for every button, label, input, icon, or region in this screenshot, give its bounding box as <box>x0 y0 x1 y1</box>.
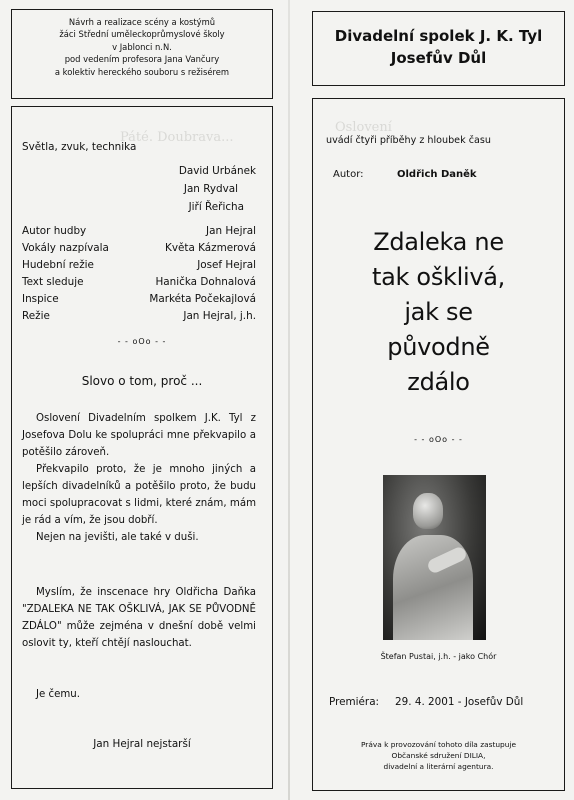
crew-row <box>12 242 272 258</box>
crew-tech-name-row <box>12 183 272 199</box>
scenery-credits-box <box>11 9 273 99</box>
play-title-line: tak ošklivá, <box>371 263 505 291</box>
credits-line: v Jablonci n.N. <box>112 41 172 52</box>
crew-name: Květa Kázmerová <box>165 242 256 254</box>
crew-role: Vokály nazpívala <box>22 242 109 254</box>
credits-line: žáci Střední uměleckoprůmyslové školy <box>59 29 225 40</box>
photo-figure-head <box>413 493 443 529</box>
essay-paragraph <box>22 529 256 546</box>
crew-tech-name-row <box>12 165 272 181</box>
crew-row <box>12 276 272 292</box>
company-title-box <box>312 11 565 86</box>
crew-tech-name-row <box>12 201 272 217</box>
crew-row <box>12 225 272 241</box>
rights-notice <box>313 739 564 772</box>
essay-paragraph <box>22 461 256 529</box>
crew-name: David Urbánek <box>178 165 256 177</box>
crew-role: Text sleduje <box>22 276 84 288</box>
essay-title: Slovo o tom, proč ... <box>81 374 203 388</box>
crew-name: Jan Hejral, j.h. <box>183 310 256 322</box>
crew-row <box>12 259 272 275</box>
crew-role: Inspice <box>22 293 59 305</box>
crew-row <box>12 293 272 309</box>
rights-line: divadelní a literární agentura. <box>383 762 494 771</box>
bleed-through-text: Oslovení <box>335 120 392 135</box>
crew-name: Hanička Dohnalová <box>155 276 256 288</box>
credits-line: a kolektiv hereckého souboru s režisérem <box>54 66 230 77</box>
play-title-line: zdálo <box>407 368 470 396</box>
rights-line: Práva k provozování tohoto díla zastupuje <box>360 740 517 749</box>
crew-name: Josef Hejral <box>197 259 256 271</box>
play-title <box>313 225 564 400</box>
company-place: Josefův Důl <box>390 49 487 67</box>
ornament-divider: - - oOo - - <box>117 337 167 346</box>
crew-name: Markéta Počekajlová <box>149 293 256 305</box>
crew-role: Světla, zvuk, technika <box>22 141 137 153</box>
author-name: Oldřich Daněk <box>397 169 477 180</box>
essay-paragraph <box>22 584 256 652</box>
crew-row <box>12 310 272 326</box>
premiere-label: Premiéra: <box>329 696 380 708</box>
credits-line: Návrh a realizace scény a kostýmů <box>68 17 216 27</box>
company-name: Divadelní spolek J. K. Tyl <box>334 27 543 45</box>
essay-paragraph-text: Překvapilo proto, že je mnoho jiných a lepších divadelníků a potěšilo proto, že budu moci spolupracovat s lidmi, které znám, mám je rád a vím, že jsou dobří. <box>22 464 256 526</box>
crew-name: Jan Hejral <box>206 225 256 237</box>
play-panel <box>312 98 565 791</box>
essay-paragraph-text: Oslovení Divadelním spolkem J.K. Tyl z Josefova Dolu ke spolupráci mne překvapilo a potěšilo zároveň. <box>22 413 256 458</box>
rights-line: Občanské sdružení DILIA, <box>391 751 486 760</box>
crew-name: Jan Rydval <box>183 183 238 195</box>
page-fold <box>288 0 290 800</box>
premiere-value: 29. 4. 2001 - Josefův Důl <box>395 696 524 708</box>
bleed-through-text: Páté. Doubrava... <box>120 130 234 145</box>
essay-paragraph <box>22 686 256 703</box>
crew-role: Autor hudby <box>22 225 87 237</box>
photo-caption: Štefan Pustai, j.h. - jako Chór <box>380 652 497 661</box>
crew-role: Hudební režie <box>22 259 94 271</box>
essay-paragraph-text: Myslím, že inscenace hry Oldřicha Daňka "ZDALEKA NE TAK OŠKLIVÁ, JAK SE PŮVODNĚ ZDÁLO" může zejména v dnešní době velmi oslovit ty, kteří chtějí naslouchat. <box>22 587 256 649</box>
crew-role: Režie <box>22 310 50 322</box>
essay-paragraph-text: Je čemu. <box>36 689 80 700</box>
essay-paragraph-text: Nejen na jevišti, ale také v duši. <box>36 532 199 543</box>
essay-paragraph <box>22 410 256 461</box>
credits-line: pod vedením profesora Jana Vančury <box>64 54 220 65</box>
play-title-line: původně <box>387 333 490 361</box>
crew-tech-row <box>12 141 272 157</box>
actor-photo <box>383 475 486 640</box>
crew-and-essay-panel <box>11 106 273 789</box>
play-title-line: jak se <box>404 298 473 326</box>
author-label: Autor: <box>333 169 364 180</box>
crew-name: Jiří Řeřicha <box>188 201 244 213</box>
presents-line: uvádí čtyři příběhy z hloubek času <box>326 135 491 146</box>
ornament-divider: - - oOo - - <box>414 435 463 444</box>
play-title-line: Zdaleka ne <box>373 228 504 256</box>
essay-signature: Jan Hejral nejstarší <box>93 738 191 750</box>
